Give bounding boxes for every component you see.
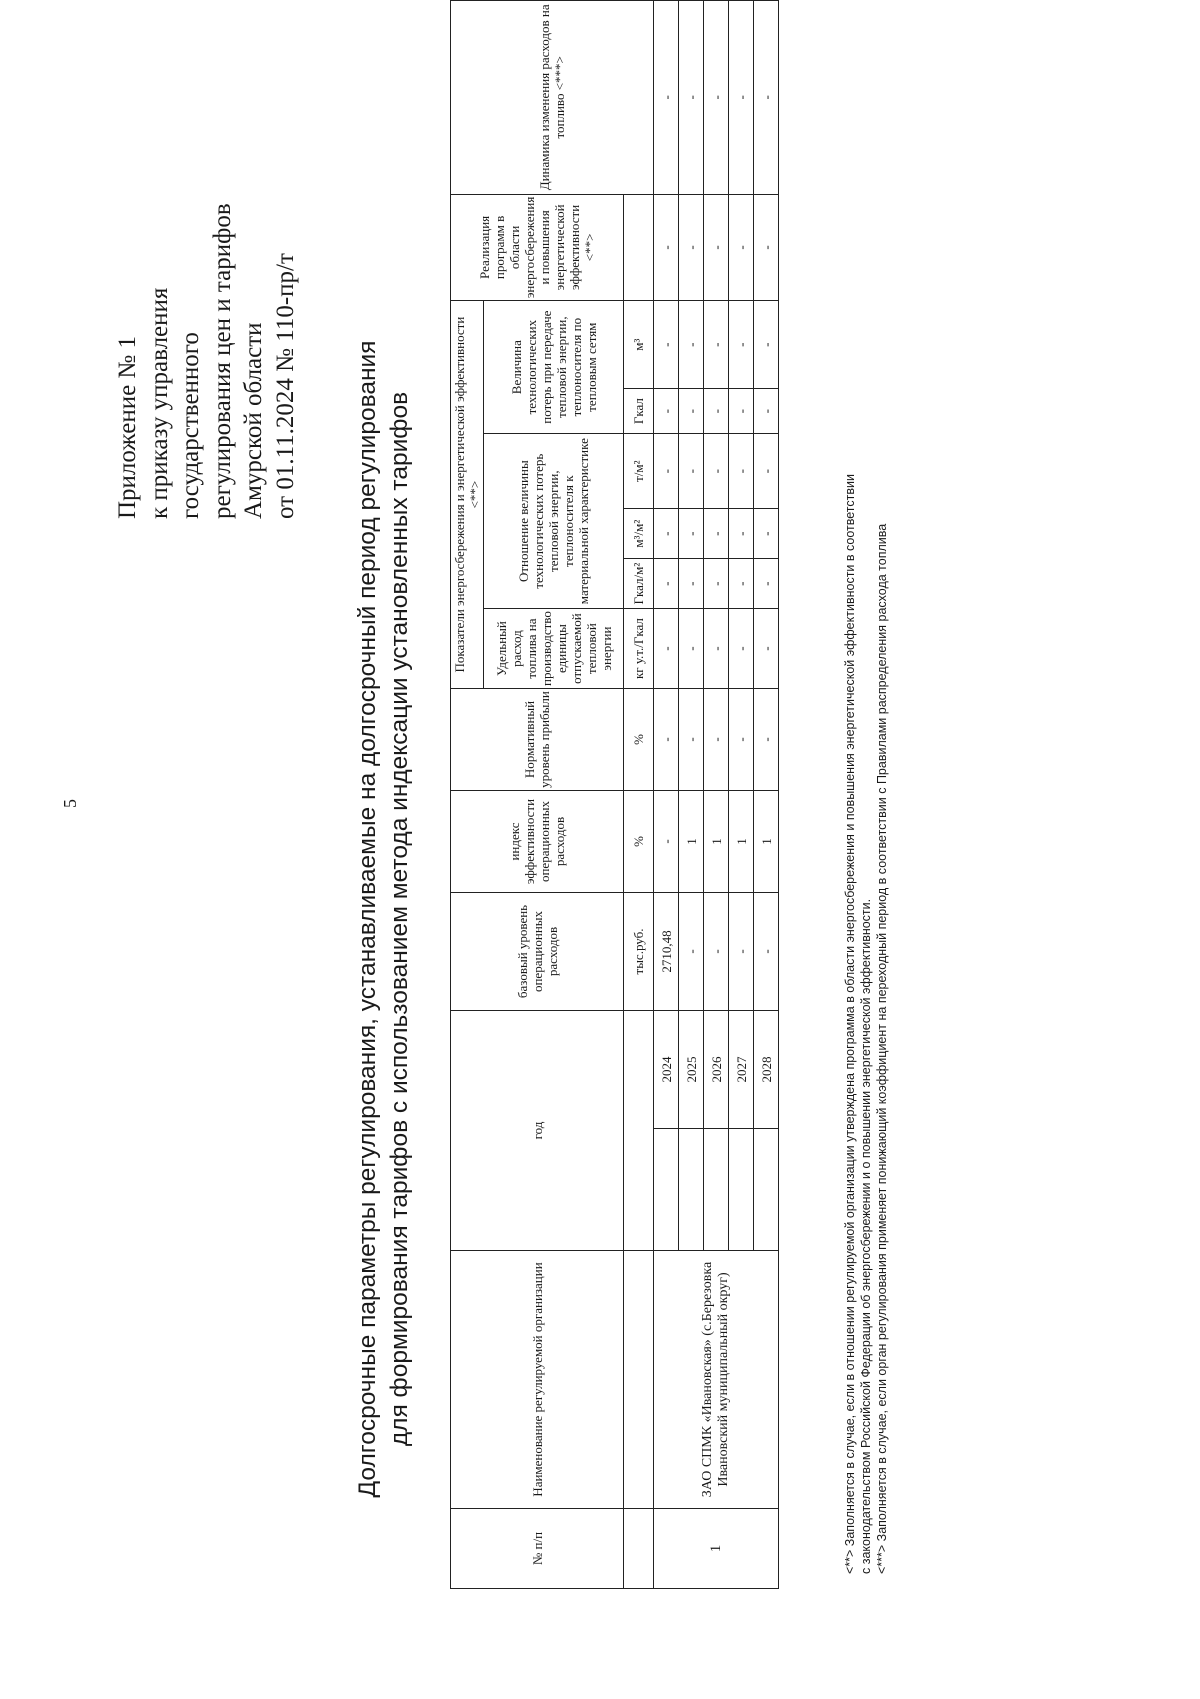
unit-blank — [624, 1251, 654, 1509]
row-number: 1 — [654, 1509, 779, 1589]
value-cell: - — [754, 559, 779, 609]
value-cell: - — [679, 609, 704, 689]
document-title — [352, 219, 416, 1619]
year-cell: 2025 — [679, 1011, 704, 1129]
unit-cell: м³ — [624, 301, 654, 389]
header-profit-level: Нормативный уровень прибыли — [451, 689, 624, 791]
appendix-line: регулирования цен и тарифов — [208, 203, 236, 519]
footnote-1-line-2: с законодательством Российской Федерации об энергосбережении и о повышении энергетической эффективности. — [859, 898, 873, 1574]
parameters-table — [450, 0, 779, 1589]
value-cell: - — [679, 559, 704, 609]
value-cell: - — [729, 301, 754, 389]
value-cell: - — [679, 301, 704, 389]
value-cell: 1 — [679, 791, 704, 893]
value-cell: - — [729, 609, 754, 689]
footnote-1-line-1: <**> Заполняется в случае, если в отношении регулируемой организации утверждена программа в области энергосбережения и повышения энергетической эффективности в соответствии — [843, 474, 857, 1574]
value-cell: 1 — [729, 791, 754, 893]
value-cell: - — [729, 1, 754, 195]
value-cell: - — [704, 559, 729, 609]
value-cell: - — [679, 1, 704, 195]
year-cell: 2027 — [729, 1011, 754, 1129]
header-energy-indicators: Показатели энергосбережения и энергетической эффективности <**> — [451, 301, 484, 689]
value-cell: - — [679, 389, 704, 434]
value-cell: - — [654, 609, 679, 689]
blank-cell — [729, 1129, 754, 1251]
unit-cell: Гкал/м² — [624, 559, 654, 609]
appendix-line: к приказу управления — [145, 287, 173, 519]
unit-cell: м³/м² — [624, 509, 654, 559]
value-cell: - — [704, 434, 729, 509]
value-cell: - — [754, 434, 779, 509]
organization-name: ЗАО СПМК «Ивановская» (с.Березовка Ивановский муниципальный округ) — [654, 1251, 779, 1509]
footnote-2: <***> Заполняется в случае, если орган регулирования применяет понижающий коэффициент на переходный период в соответствии с Правилами распределения расхода топлива — [875, 523, 889, 1574]
value-cell: - — [704, 194, 729, 301]
unit-blank — [624, 194, 654, 301]
header-fuel-rate: Удельный расход топлива на производство единицы отпускаемой тепловой энергии — [484, 609, 624, 689]
appendix-line: от 01.11.2024 № 110-пр/т — [271, 253, 299, 519]
value-cell: - — [654, 194, 679, 301]
value-cell: - — [704, 893, 729, 1011]
value-cell: - — [654, 1, 679, 195]
unit-cell: % — [624, 791, 654, 893]
value-cell: 2710,48 — [654, 893, 679, 1011]
value-cell: - — [679, 434, 704, 509]
appendix-line: Амурской области — [240, 322, 267, 519]
value-cell: 1 — [704, 791, 729, 893]
value-cell: - — [654, 791, 679, 893]
blank-cell — [704, 1129, 729, 1251]
year-cell: 2024 — [654, 1011, 679, 1129]
blank-cell — [654, 1129, 679, 1251]
value-cell: - — [729, 389, 754, 434]
unit-cell: кг у.т./Гкал — [624, 609, 654, 689]
unit-blank — [624, 1509, 654, 1589]
value-cell: - — [729, 689, 754, 791]
value-cell: - — [654, 689, 679, 791]
header-organization: Наименование регулируемой организации — [451, 1251, 624, 1509]
appendix-block — [112, 49, 301, 519]
value-cell: - — [754, 509, 779, 559]
value-cell: - — [654, 389, 679, 434]
value-cell: - — [654, 434, 679, 509]
year-cell: 2026 — [704, 1011, 729, 1129]
unit-cell: Гкал — [624, 389, 654, 434]
appendix-line: государственного — [177, 332, 204, 519]
unit-cell: % — [624, 689, 654, 791]
value-cell: - — [654, 301, 679, 389]
value-cell: - — [679, 689, 704, 791]
blank-cell — [754, 1129, 779, 1251]
unit-cell: т/м² — [624, 434, 654, 509]
page-number: 5 — [60, 799, 80, 808]
value-cell: - — [679, 194, 704, 301]
value-cell: - — [704, 609, 729, 689]
value-cell: - — [754, 301, 779, 389]
title-line-2: для формирования тарифов с использованием метода индексации установленных тарифов — [386, 391, 413, 1447]
value-cell: - — [679, 509, 704, 559]
value-cell: - — [754, 689, 779, 791]
value-cell: - — [679, 893, 704, 1011]
value-cell: 1 — [754, 791, 779, 893]
value-cell: - — [729, 194, 754, 301]
value-cell: - — [754, 194, 779, 301]
value-cell: - — [754, 1, 779, 195]
header-energy-programs: Реализация программ в области энергосбережения и повышения энергетической эффективности <**> — [451, 194, 624, 301]
header-efficiency-index: индекс эффективности операционных расходов — [451, 791, 624, 893]
blank-cell — [679, 1129, 704, 1251]
value-cell: - — [704, 389, 729, 434]
value-cell: - — [754, 609, 779, 689]
value-cell: - — [654, 559, 679, 609]
value-cell: - — [754, 389, 779, 434]
value-cell: - — [729, 559, 754, 609]
header-base-level: базовый уровень операционных расходов — [451, 893, 624, 1011]
value-cell: - — [704, 689, 729, 791]
value-cell: - — [754, 893, 779, 1011]
header-year: год — [451, 1011, 624, 1251]
value-cell: - — [729, 509, 754, 559]
value-cell: - — [654, 509, 679, 559]
unit-blank — [624, 1011, 654, 1251]
value-cell: - — [704, 509, 729, 559]
title-line-1: Долгосрочные параметры регулирования, устанавливаемые на долгосрочный период регулирования — [354, 340, 381, 1498]
header-loss-value: Величина технологических потерь при передаче тепловой энергии, теплоносителя по тепловым сетям — [484, 301, 624, 434]
value-cell: - — [729, 434, 754, 509]
header-row-number: № п/п — [451, 1509, 624, 1589]
header-fuel-dynamics: Динамика изменения расходов на топливо <***> — [451, 1, 654, 195]
value-cell: - — [704, 1, 729, 195]
footnotes — [842, 74, 890, 1574]
year-cell: 2028 — [754, 1011, 779, 1129]
value-cell: - — [729, 893, 754, 1011]
value-cell: - — [704, 301, 729, 389]
unit-cell: тыс.руб. — [624, 893, 654, 1011]
header-loss-ratio: Отношение величины технологических потерь тепловой энергии, теплоносителя к материальной характеристике — [484, 434, 624, 609]
appendix-line: Приложение № 1 — [114, 335, 141, 519]
